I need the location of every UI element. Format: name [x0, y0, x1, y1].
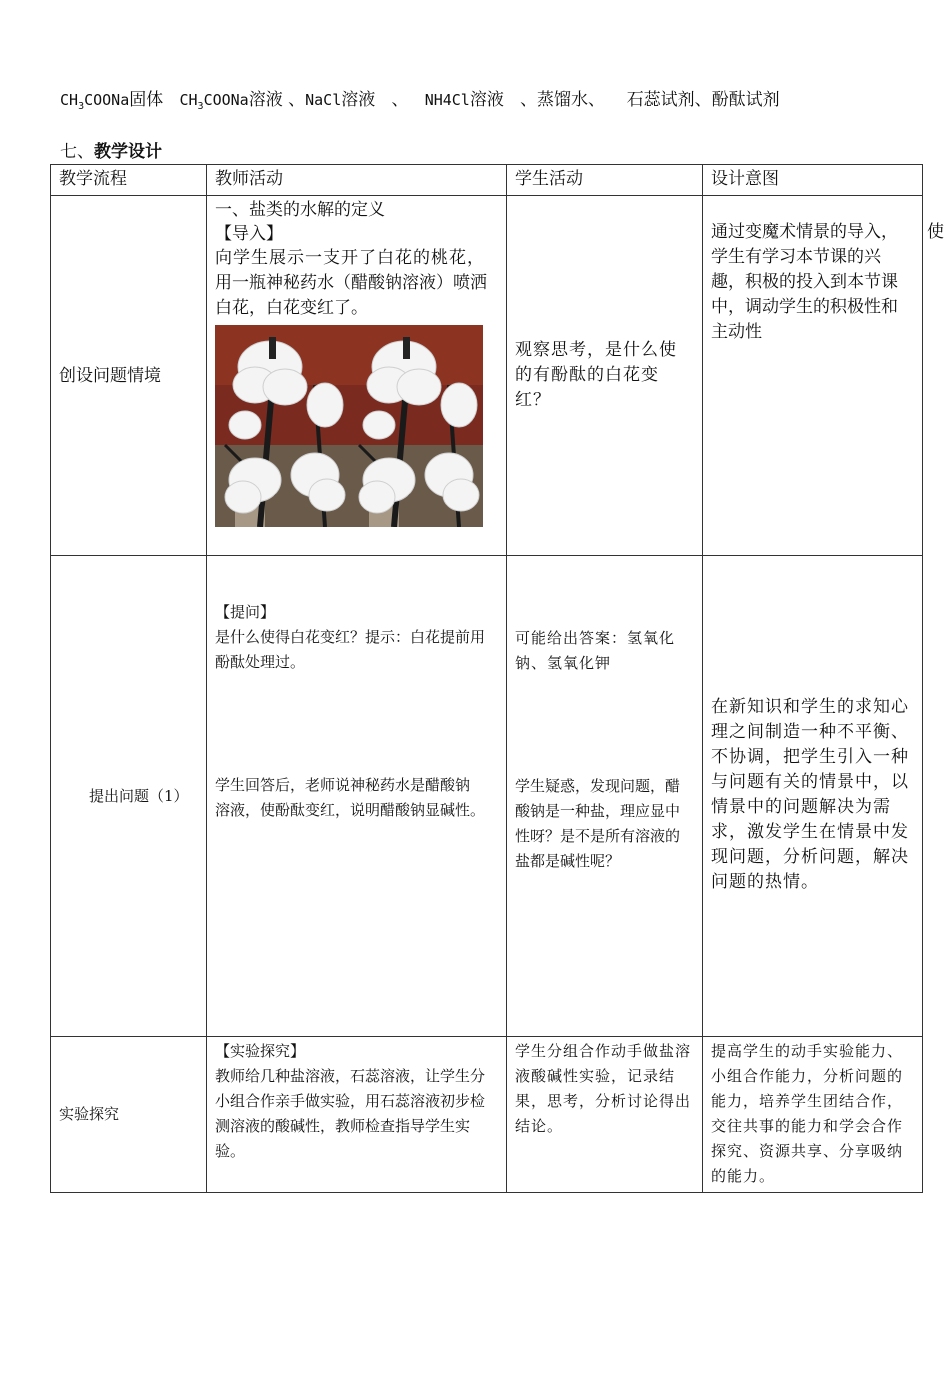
material-solution-label: 溶液 — [248, 90, 283, 110]
question-tag: 【提问】 — [215, 603, 276, 621]
teaching-design-table — [50, 164, 944, 1193]
stage-cell — [51, 1037, 207, 1193]
material-nh4cl-formula: NH4Cl — [424, 91, 470, 109]
teacher-question: 是什么使得白花变红？提示：白花提前用酚酞处理过。 — [215, 628, 486, 671]
flower-image-right — [349, 325, 483, 527]
table-row — [51, 1037, 923, 1193]
header-flow: 教学流程 — [51, 165, 207, 196]
section-heading — [60, 140, 162, 164]
materials-line — [60, 88, 940, 119]
table-row — [51, 556, 923, 1037]
material-indicators: 石蕊试剂、酚酞试剂 — [626, 90, 780, 110]
stage-label: 创设问题情境 — [59, 365, 161, 386]
intent-text: 提高学生的动手实验能力、小组合作能力，分析问题的能力，培养学生团结合作，交往共事的能力和学会合作探究、资源共享、分享吸纳的能力。 — [711, 1042, 904, 1185]
intent-text — [711, 220, 944, 345]
separator: 、 — [391, 90, 409, 110]
student-cell — [507, 1037, 703, 1193]
intent-text: 在新知识和学生的求知心理之间制造一种不平衡、不协调，把学生引入一种与问题有关的情景中，以情景中的问题解决为需求，激发学生在情景中发现问题，分析问题，解决问题的热情。 — [711, 696, 909, 892]
section-number: 七、 — [60, 142, 94, 162]
intent-rest: 学生有学习本节课的兴趣，积极的投入到本节课中，调动学生的积极性和主动性 — [711, 247, 898, 342]
lesson-heading: 一、盐类的水解的定义 — [215, 200, 385, 220]
material-nacl-formula: NaCl — [305, 91, 342, 109]
intro-tag: 【导入】 — [215, 224, 283, 244]
teacher-text-1: 向学生展示一支开了白花的桃花， — [215, 248, 485, 268]
teacher-experiment: 教师给几种盐溶液，石蕊溶液，让学生分小组合作亲手做实验，用石蕊溶液初步检测溶液的酸碱性，教师检查指导学生实验。 — [215, 1067, 486, 1160]
teacher-cell — [207, 1037, 507, 1193]
teacher-answer-1: 学生回答后，老师说神秘药水是醋酸钠 — [215, 776, 471, 794]
intent-cell — [703, 556, 923, 1037]
teacher-answer-2: 溶液，使酚酞变红，说明醋酸钠显碱性。 — [215, 801, 486, 819]
student-doubt: 学生疑惑，发现问题，醋酸钠是一种盐，理应显中性呀？是不是所有溶液的盐都是碱性呢？ — [515, 777, 681, 870]
intent-cell — [703, 1037, 923, 1193]
intent-overflow-char: 使 — [927, 222, 944, 242]
stage-label: 实验探究 — [59, 1105, 120, 1123]
stage-cell — [51, 196, 207, 556]
material-water: 、蒸馏水、 — [520, 90, 606, 110]
intent-cell — [703, 196, 944, 556]
header-teacher: 教师活动 — [207, 165, 507, 196]
header-student: 学生活动 — [507, 165, 703, 196]
flower-photo — [215, 325, 483, 527]
teacher-cell — [207, 196, 507, 556]
student-answer: 可能给出答案：氢氧化钠、氢氧化钾 — [515, 629, 676, 672]
header-intent: 设计意图 — [703, 165, 923, 196]
student-cell — [507, 556, 703, 1037]
student-cell — [507, 196, 703, 556]
teacher-cell — [207, 556, 507, 1037]
teacher-text-2: 用一瓶神秘药水（醋酸钠溶液）喷洒白花，白花变红了。 — [215, 273, 487, 318]
stage-label: 提出问题（1） — [89, 786, 189, 805]
student-experiment: 学生分组合作动手做盐溶液酸碱性实验，记录结果，思考，分析讨论得出结论。 — [515, 1042, 692, 1135]
flower-image-left — [215, 325, 349, 527]
table-header-row — [51, 165, 923, 196]
material-nacl-label: 溶液 — [341, 90, 376, 110]
student-text: 观察思考，是什么使的有酚酞的白花变红？ — [515, 340, 677, 410]
table-row — [51, 196, 923, 556]
material-nh4cl-label: 溶液 — [469, 90, 504, 110]
intent-line: 通过变魔术情景的导入， — [711, 222, 898, 242]
section-title: 教学设计 — [94, 142, 162, 162]
material-solid-label: 固体 — [129, 90, 164, 110]
material-ch3coona-solution-formula: $CH_3COONa$ — [179, 91, 249, 112]
separator: 、 — [288, 90, 306, 110]
stage-cell — [51, 556, 207, 1037]
material-ch3coona-formula: $CH_3COONa$ — [60, 91, 130, 112]
experiment-tag: 【实验探究】 — [215, 1042, 306, 1060]
